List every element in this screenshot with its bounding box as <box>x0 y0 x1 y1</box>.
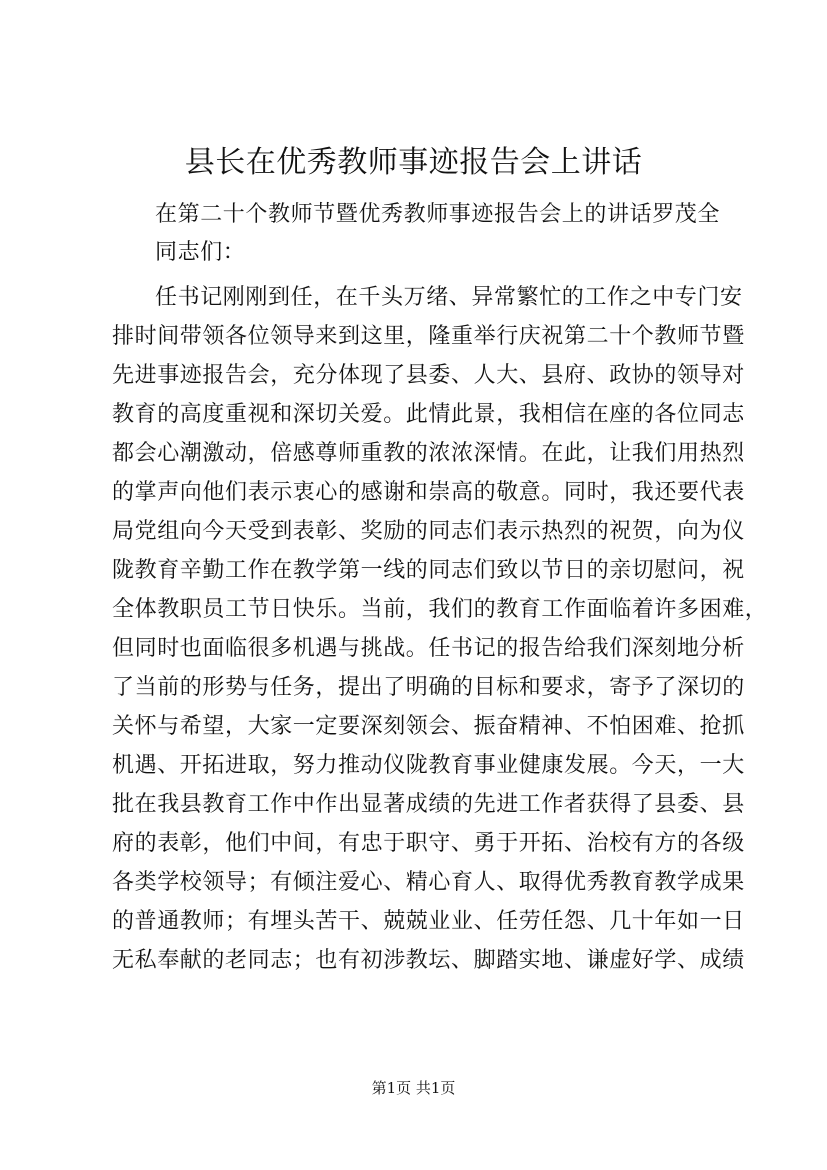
body-line: 局党组向今天受到表彰、奖励的同志们表示热烈的祝贺，向为仪 <box>112 519 745 544</box>
body-line: 各类学校领导；有倾注爱心、精心育人、取得优秀教育教学成果 <box>112 870 745 895</box>
body-line: 的掌声向他们表示衷心的感谢和崇高的敬意。同时，我还要代表 <box>112 480 745 505</box>
body-line: 批在我县教育工作中作出显著成绩的先进工作者获得了县委、县 <box>112 792 745 817</box>
body-line: 陇教育辛勤工作在教学第一线的同志们致以节日的亲切慰问，祝 <box>112 558 745 583</box>
body-line: 排时间带领各位领导来到这里，隆重举行庆祝第二十个教师节暨 <box>112 324 745 349</box>
body-line: 但同时也面临很多机遇与挑战。任书记的报告给我们深刻地分析 <box>112 636 745 661</box>
body-line: 全体教职员工节日快乐。当前，我们的教育工作面临着许多困难， <box>112 597 768 622</box>
body-line: 府的表彰，他们中间，有忠于职守、勇于开拓、治校有方的各级 <box>112 831 745 856</box>
body-line: 关怀与希望，大家一定要深刻领会、振奋精神、不怕困难、抢抓 <box>112 714 745 739</box>
body-line: 的普通教师；有埋头苦干、兢兢业业、任劳任怨、几十年如一日 <box>112 909 745 934</box>
body-line: 先进事迹报告会，充分体现了县委、人大、县府、政协的领导对 <box>112 363 745 388</box>
document-subtitle: 在第二十个教师节暨优秀教师事迹报告会上的讲话罗茂全 <box>155 202 721 227</box>
body-line: 教育的高度重视和深切关爱。此情此景，我相信在座的各位同志 <box>112 402 745 427</box>
body-line: 无私奉献的老同志；也有初涉教坛、脚踏实地、谦虚好学、成绩 <box>112 948 745 973</box>
body-line: 机遇、开拓进取，努力推动仪陇教育事业健康发展。今天，一大 <box>112 753 745 778</box>
body-line: 都会心潮激动，倍感尊师重教的浓浓深情。在此，让我们用热烈 <box>112 441 745 466</box>
document-title: 县长在优秀教师事迹报告会上讲话 <box>184 145 643 180</box>
page-footer: 第1页 共1页 <box>371 1079 456 1097</box>
body-line: 了当前的形势与任务，提出了明确的目标和要求，寄予了深切的 <box>112 675 745 700</box>
salutation: 同志们： <box>155 240 246 265</box>
body-line: 任书记刚刚到任，在千头万绪、异常繁忙的工作之中专门安 <box>155 285 743 310</box>
